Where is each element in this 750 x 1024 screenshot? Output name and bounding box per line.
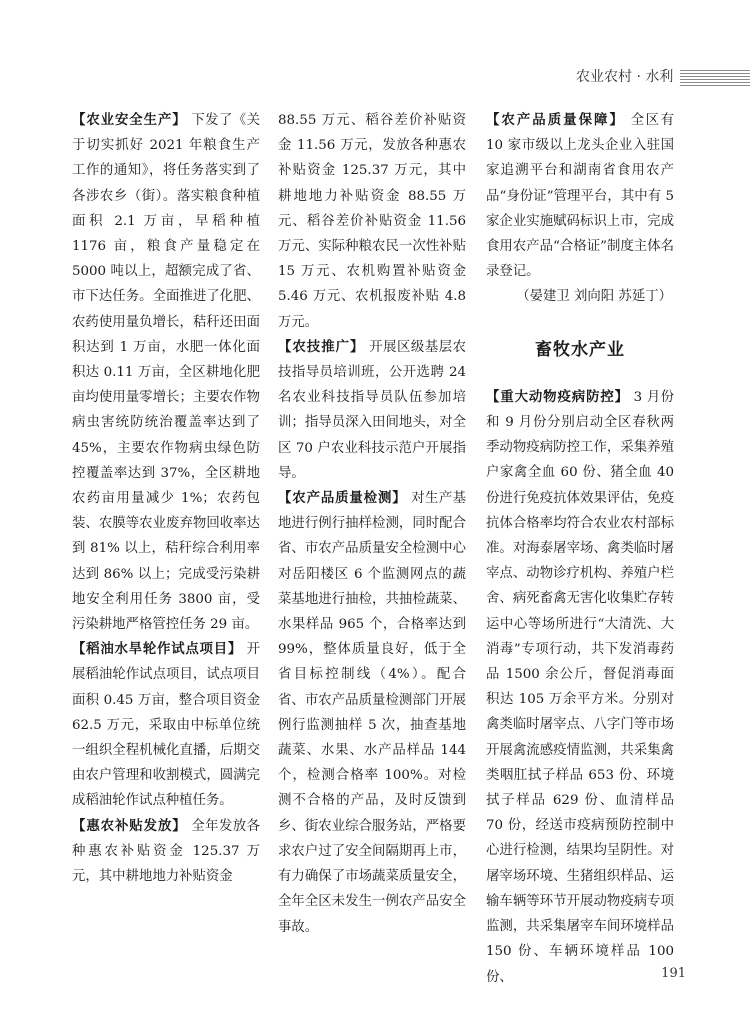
section-head: 【稻油水旱轮作试点项目】 [72,642,243,658]
paragraph-quality-assurance [486,108,674,284]
section-head: 【农业安全生产】 [72,113,187,128]
section-text: 开展稻油轮作试点项目，试点项目面积 0.45 万亩，整合项目资金 62.5 万元，采取由中标单位统一组织全程机械化直播，后期交由农户管理和收割模式，圆满完成稻油轮作试点种植任务。 [72,642,260,809]
section-text: 88.55 万元、稻谷差价补贴资金 11.56 万元，发放各种惠农补贴资金 125.37 万元，其中耕地地力补贴资金 88.55 万元、稻谷差价补贴资金 11.56 万元、实际种粮农民一次性补贴 15 万元、农机购置补贴资金 5.46 万元、农机报废补贴 4.8 万元。 [278,113,466,330]
section-text: 对生产基地进行例行抽样检测，同时配合省、市农产品质量安全检测中心对岳阳楼区 6 个监测网点的蔬菜基地进行抽检，共抽检蔬菜、水果样品 965 个，合格率达到 99%，整体质量良好，低于全省目标控制线（4%）。配合省、市农产品质量检测部门开展例行监测抽样 5 次，抽查基地蔬菜、水果、水产品样品 144 个，检测合格率 100%。对检测不合格的产品，及时反馈到乡、街农业综合服务站，严格要求农户过了安全间隔期再上市，有力确保了市场蔬菜质量安全，全年全区未发生一例农产品安全事故。 [278,491,467,935]
paragraph-subsidy-continued [278,108,466,335]
paragraph-rice-rapeseed-rotation [72,637,260,813]
column-3 [486,108,674,990]
header-decoration-lines [680,70,750,86]
section-title: 畜牧水产业 [535,339,625,360]
section-text: 下发了《关于切实抓好 2021 年粮食生产工作的通知》，将任务落实到了各涉农乡（街）。落实粮食种植面积 2.1 万亩，早稻种植 1176 亩，粮食产量稳定在 5000 吨以上，超额完成了省、市下达任务。全面推进了化肥、农药使用量负增长，秸秆还田面积达到 1 万亩，水肥一体化面积达 0.11 万亩，全区耕地化肥亩均使用量零增长；主要农作物病虫害统防统治覆盖率达到了 45%，主要农作物病虫绿色防控覆盖率达到 37%，全区耕地农药亩用量减少 1%；农药包装、农膜等农业废弃物回收率达到 81% 以上，秸秆综合利用率达到 86% 以上；完成受污染耕地安全利用任务 3800 亩，受污染耕地严格管控任务 29 亩。 [72,113,261,633]
section-text: 全区有 10 家市级以上龙头企业入驻国家追溯平台和湖南省食用农产品“身份证”管理平台，其中有 5 家企业实施赋码标识上市，完成食用农产品“合格证”制度主体名录登记。 [486,113,675,280]
running-header [560,62,750,92]
column-1 [72,108,260,889]
section-text: 开展区级基层农技指导员培训班，公开选聘 24 名农业科技指导员队伍参加培训；指导员深入田间地头，对全区 70 户农业科技示范户开展指导。 [278,339,467,481]
paragraph-tech-promotion [278,335,466,486]
column-2 [278,108,466,940]
section-text: 全年发放各种惠农补贴资金 125.37 万元，其中耕地地力补贴资金 [72,818,261,885]
paragraph-agri-safety [72,108,260,637]
paragraph-quality-testing [278,486,466,940]
paragraph-subsidy [72,814,260,890]
header-title: 农业农村 · 水利 [576,69,674,85]
section-head: 【农产品质量检测】 [278,491,407,507]
section-head: 【惠农补贴发放】 [72,818,187,834]
author-line: （晏建卫 刘向阳 苏延丁） [516,289,672,305]
paragraph-disease-control [486,385,674,990]
page-number: 191 [661,966,686,981]
section-head: 【重大动物疫病防控】 [486,389,629,405]
section-head: 【农产品质量保障】 [486,113,625,128]
section-text: 3 月份和 9 月份分别启动全区春秋两季动物疫病防控工作，采集养殖户家禽全血 60 份、猪全血 40 份进行免疫抗体效果评估，免疫抗体合格率均符合农业农村部标准。对海泰屠宰场、禽类临时屠宰点、动物诊疗机构、养殖户栏舍、病死畜禽无害化收集贮存转运中心等场所进行“大清洗、大消毒”专项行动，共下发消毒药品 1500 余公斤，督促消毒面积达 105 万余平方米。分别对禽类临时屠宰点、八字门等市场开展禽流感疫情监测，共采集禽类咽肛拭子样品 653 份、环境拭子样品 629 份、血清样品 70 份，经送市疫病预防控制中心进行检测，结果均呈阴性。对屠宰场环境、生猪组织样品、运输车辆等环节开展动物疫病专项监测，共采集屠宰车间环境样品 150 份、车辆环境样品 100 份、 [486,389,675,985]
section-head: 【农技推广】 [278,339,365,355]
